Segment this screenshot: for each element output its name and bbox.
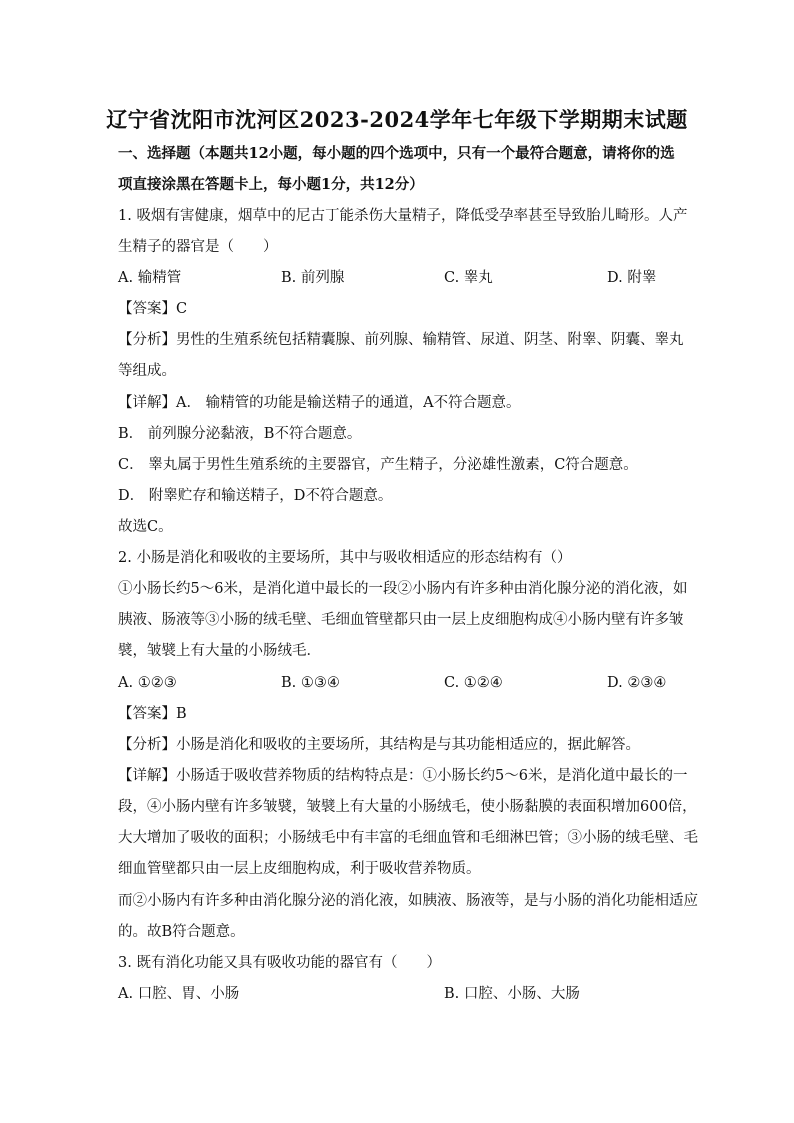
section-instruction-line2: 项直接涂黑在答题卡上，每小题1分，共12分） xyxy=(118,176,424,193)
q1-detail-line1: 【详解】A． 输精管的功能是输送精子的通道，A不符合题意。 xyxy=(118,395,521,411)
page-title: 辽宁省沈阳市沈河区2023-2024学年七年级下学期期末试题 xyxy=(106,107,688,132)
q1-stem-line2: 生精子的器官是（ ） xyxy=(118,239,278,255)
q2-answer: 【答案】B xyxy=(118,706,187,722)
q1-option-b: B. 前列腺 xyxy=(281,270,345,286)
q2-stem-line1: 2. 小肠是消化和吸收的主要场所，其中与吸收相适应的形态结构有（） xyxy=(118,550,572,566)
q2-detail-line5: 而②小肠内有许多种由消化腺分泌的消化液，如胰液、肠液等，是与小肠的消化功能相适应 xyxy=(118,893,698,909)
q1-answer: 【答案】C xyxy=(118,301,188,317)
q2-option-a: A. ①②③ xyxy=(118,675,177,691)
q2-option-c: C. ①②④ xyxy=(444,675,503,691)
q2-detail-line4: 细血管壁都只由一层上皮细胞构成，利于吸收营养物质。 xyxy=(118,861,481,877)
q2-stem-line3: 胰液、肠液等③小肠的绒毛壁、毛细血管壁都只由一层上皮细胞构成④小肠内壁有许多皱 xyxy=(118,612,684,628)
q2-stem-line4: 襞，皱襞上有大量的小肠绒毛． xyxy=(118,643,321,659)
q2-detail-line3: 大大增加了吸收的面积；小肠绒毛中有丰富的毛细血管和毛细淋巴管；③小肠的绒毛壁、毛 xyxy=(118,830,698,846)
q2-detail-line6: 的。故B符合题意。 xyxy=(118,924,245,940)
q3-options xyxy=(118,984,688,1004)
q2-option-d: D. ②③④ xyxy=(607,675,667,691)
q1-stem-line1: 1. 吸烟有害健康，烟草中的尼古丁能杀伤大量精子，降低受孕率甚至导致胎儿畸形。人产 xyxy=(118,208,688,224)
q1-analysis-line1: 【分析】男性的生殖系统包括精囊腺、前列腺、输精管、尿道、阴茎、附睾、阴囊、睾丸 xyxy=(118,332,684,348)
q1-option-d: D. 附睾 xyxy=(607,270,657,286)
q3-stem: 3. 既有消化功能又具有吸收功能的器官有（ ） xyxy=(118,955,441,971)
q2-options xyxy=(118,673,688,693)
q3-option-b: B. 口腔、小肠、大肠 xyxy=(444,986,580,1002)
q1-detail-line2: B． 前列腺分泌黏液，B不符合题意。 xyxy=(118,426,362,442)
q1-detail-line4: D． 附睾贮存和输送精子，D不符合题意。 xyxy=(118,488,393,504)
q2-detail-line1: 【详解】小肠适于吸收营养物质的结构特点是：①小肠长约5～6米，是消化道中最长的一 xyxy=(118,768,688,784)
q2-analysis: 【分析】小肠是消化和吸收的主要场所，其结构是与其功能相适应的，据此解答。 xyxy=(118,737,640,753)
q1-detail-line3: C． 睾丸属于男性生殖系统的主要器官，产生精子，分泌雄性激素，C符合题意。 xyxy=(118,457,638,473)
q1-option-c: C. 睾丸 xyxy=(444,270,493,286)
q1-option-a: A. 输精管 xyxy=(118,270,182,286)
q1-conclusion: 故选C。 xyxy=(118,519,173,535)
q1-analysis-line2: 等组成。 xyxy=(118,363,176,379)
q2-option-b: B. ①③④ xyxy=(281,675,340,691)
q3-option-a: A. 口腔、胃、小肠 xyxy=(118,986,240,1002)
q2-detail-line2: 段，④小肠内壁有许多皱襞，皱襞上有大量的小肠绒毛，使小肠黏膜的表面积增加600倍， xyxy=(118,799,697,815)
section-instruction-line1: 一、选择题（本题共12小题，每小题的四个选项中，只有一个最符合题意，请将你的选 xyxy=(118,145,675,162)
q1-options xyxy=(118,268,688,288)
q2-stem-line2: ①小肠长约5～6米，是消化道中最长的一段②小肠内有许多种由消化腺分泌的消化液，如 xyxy=(118,581,688,597)
